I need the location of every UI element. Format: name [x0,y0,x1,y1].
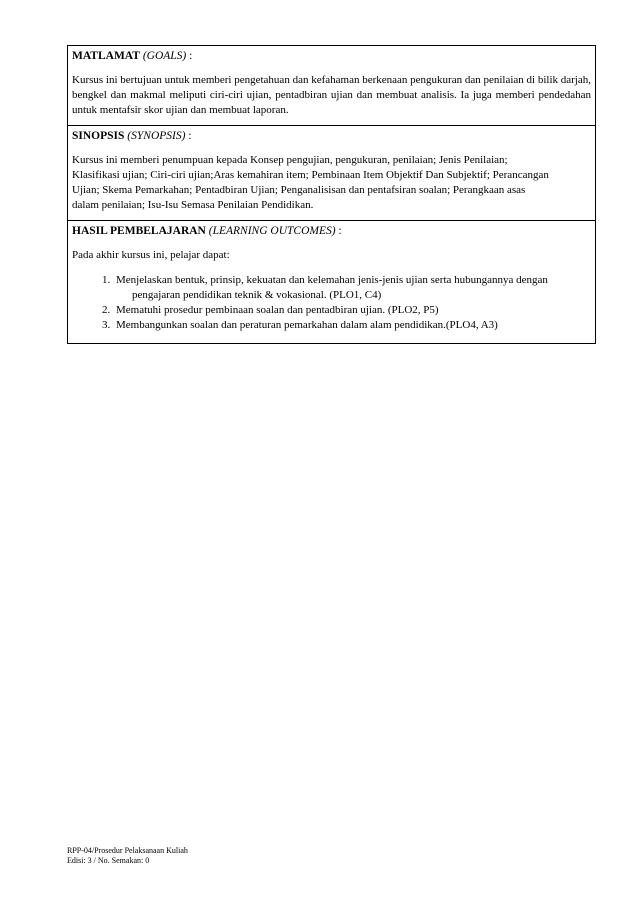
synopsis-title-en: (SYNOPSIS) [127,130,186,142]
synopsis-section [68,126,595,221]
learning-outcomes-heading [72,224,591,239]
goals-section [68,46,595,126]
learning-outcomes-list [72,273,591,333]
outcome-number: 2. [102,304,111,316]
synopsis-line: Kursus ini memberi penumpuan kepada Konsep pengujian, pengukuran, penilaian; Jenis Penilaian; [72,154,508,166]
outcome-text: Membangunkan soalan dan peraturan pemarkahan dalam alam pendidikan.(PLO4, A3) [116,319,498,331]
goals-heading [72,49,591,64]
learning-outcomes-colon: : [338,225,342,237]
synopsis-line: Klasifikasi ujian; Ciri-ciri ujian;Aras kemahiran item; Pembinaan Item Objektif Dan Subjektif; Perancangan [72,169,549,181]
synopsis-line: dalam penilaian; Isu-Isu Semasa Penilaian Pendidikan. [72,199,314,211]
outcome-number: 3. [102,319,111,331]
footer-procedure: RPP-04/Prosedur Pelaksanaan Kuliah [67,846,188,855]
learning-outcomes-title-en: (LEARNING OUTCOMES) [208,225,336,237]
synopsis-heading [72,129,591,144]
learning-outcomes-title: HASIL PEMBELAJARAN [72,225,206,237]
goals-title-en: (GOALS) [142,50,187,62]
synopsis-line: Ujian; Skema Pemarkahan; Pentadbiran Ujian; Penganalisisan dan pentafsiran soalan; Perangkaan asas [72,184,526,196]
outcome-text [116,273,591,303]
learning-outcome-item [102,318,591,333]
synopsis-title: SINOPSIS [72,130,125,142]
goals-colon: : [189,50,193,62]
synopsis-text [72,153,591,213]
learning-outcomes-intro: Pada akhir kursus ini, pelajar dapat: [72,249,230,261]
learning-outcome-item [102,303,591,318]
document-footer [67,846,188,866]
outcome-text: Mematuhi prosedur pembinaan soalan dan pentadbiran ujian. (PLO2, P5) [116,304,439,316]
learning-outcomes-section [68,221,595,343]
footer-edition: Edisi: 3 / No. Semakan: 0 [67,856,150,865]
outcome-text-line: Menjelaskan bentuk, prinsip, kekuatan dan kelemahan jenis-jenis ujian serta hubungannya dengan [116,274,548,286]
course-info-table [67,45,596,344]
outcome-text-continuation: pengajaran pendidikan teknik & vokasional. (PLO1, C4) [132,289,382,301]
goals-text: Kursus ini bertujuan untuk memberi pengetahuan dan kefahaman berkenaan pengukuran dan penilaian di bilik darjah, bengkel dan makmal meliputi ciri-ciri ujian, pentadbiran ujian dan membuat analisis. Ia juga memberi pendedahan untuk mentafsir skor ujian dan membuat laporan. [72,74,591,116]
goals-title: MATLAMAT [72,50,140,62]
outcome-number: 1. [102,274,111,286]
synopsis-colon: : [188,130,192,142]
learning-outcome-item [102,273,591,303]
